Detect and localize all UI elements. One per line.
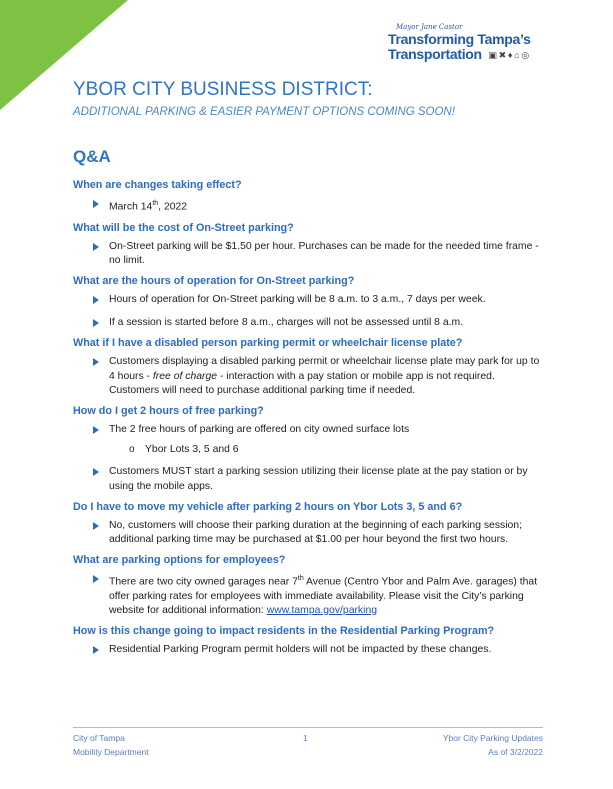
answer: No, customers will choose their parking duration at the beginning of each parking session; additional parking time may be purchased at $1.00 per hour beyond the first two hours. — [73, 519, 543, 547]
footer-city: City of Tampa — [73, 733, 125, 743]
footer-date: As of 3/2/2022 — [488, 747, 543, 757]
bullet-icon — [93, 646, 99, 654]
bullet-icon — [93, 319, 99, 327]
answer: The 2 free hours of parking are offered on city owned surface lots — [73, 423, 543, 437]
parking-website-link[interactable]: www.tampa.gov/parking — [266, 604, 377, 616]
logo-line-2: Transportation — [388, 46, 482, 62]
logo-line-2-wrap — [388, 47, 558, 63]
footer-left — [73, 731, 149, 759]
answer: March 14th, 2022 — [73, 197, 543, 215]
answer: Residential Parking Program permit holders will not be impacted by these changes. — [73, 643, 543, 657]
page-number: 1 — [303, 733, 308, 743]
question: What will be the cost of On-Street parking? — [73, 221, 294, 234]
bus-icon: ▣ — [488, 49, 497, 60]
logo-line-1: Transforming Tampa’s — [388, 31, 531, 47]
bullet-icon — [93, 200, 99, 208]
logo-icons — [488, 48, 530, 63]
question: When are changes taking effect? — [73, 179, 242, 191]
bulb-icon: ♦ — [507, 49, 513, 60]
question: How do I get 2 hours of free parking? — [73, 405, 264, 418]
page-subtitle: ADDITIONAL PARKING & EASIER PAYMENT OPTIONS COMING SOON! — [73, 106, 455, 118]
tools-icon: ✖ — [498, 49, 506, 60]
question: What are parking options for employees? — [73, 554, 286, 567]
question: How is this change going to impact residents in the Residential Parking Program? — [73, 625, 495, 638]
sub-answer: o Ybor Lots 3, 5 and 6 — [129, 444, 239, 456]
answer: There are two city owned garages near 7th Avenue (Centro Ybor and Palm Ave. garages) that offer parking rates for employees with immediate availability. Please visit the City’s parking website for additional information: www.tampa.gov/parking — [73, 572, 543, 618]
page-title: YBOR CITY BUSINESS DISTRICT: — [73, 79, 373, 100]
footer-department: Mobility Department — [73, 747, 149, 757]
answer: If a session is started before 8 a.m., charges will not be assessed until 8 a.m. — [73, 316, 543, 330]
house-icon: ⌂ — [514, 49, 520, 60]
page-footer — [73, 727, 543, 757]
answer: On-Street parking will be $1.50 per hour. Purchases can be made for the needed time frame - no limit. — [73, 240, 543, 268]
transforming-tampa-logo — [388, 22, 558, 63]
question: What if I have a disabled person parking permit or wheelchair license plate? — [73, 337, 463, 350]
bullet-icon — [93, 358, 99, 366]
bullet-icon — [93, 243, 99, 251]
footer-doc-title: Ybor City Parking Updates — [442, 733, 543, 743]
bullet-icon — [93, 296, 99, 304]
bullet-icon — [93, 575, 99, 583]
qa-list — [73, 178, 543, 663]
footer-right — [443, 731, 543, 759]
qa-heading: Q&A — [73, 147, 111, 166]
answer: Hours of operation for On-Street parking will be 8 a.m. to 3 a.m., 7 days per week. — [73, 293, 543, 307]
circle-bullet-icon: o — [129, 444, 135, 456]
globe-icon: ◎ — [521, 49, 529, 60]
question: What are the hours of operation for On-Street parking? — [73, 275, 355, 288]
answer: Customers MUST start a parking session utilizing their license plate at the pay station or by using the mobile apps. — [73, 465, 543, 493]
bullet-icon — [93, 522, 99, 530]
bullet-icon — [93, 468, 99, 476]
answer: Customers displaying a disabled parking permit or wheelchair license plate may park for up to 4 hours - free of charge - interaction with a pay station or mobile app is not required. Customers will need to purchase additional parking time if needed. — [73, 355, 543, 398]
bullet-icon — [93, 426, 99, 434]
question: Do I have to move my vehicle after parking 2 hours on Ybor Lots 3, 5 and 6? — [73, 500, 463, 513]
mayor-signature: Mayor Jane Castor — [396, 23, 463, 31]
